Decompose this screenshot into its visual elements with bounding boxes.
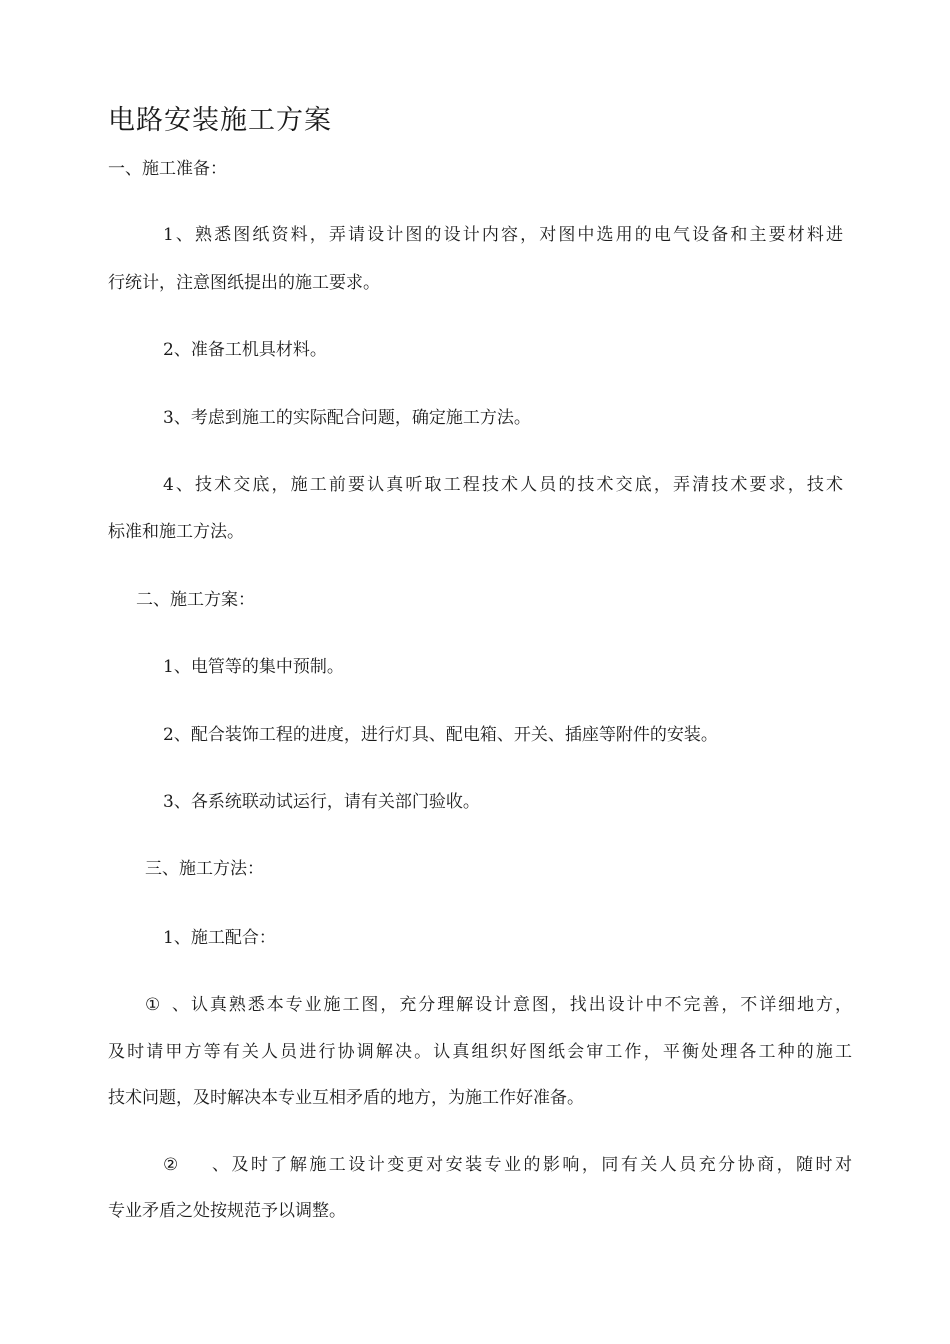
paragraph-3-3-line-2: 专业矛盾之处按规范予以调整。 [108, 1201, 346, 1221]
document-title: 电路安装施工方案 [108, 105, 332, 136]
paragraph-2-1: 1、电管等的集中预制。 [163, 657, 344, 677]
paragraph-2-2: 2、配合装饰工程的进度，进行灯具、配电箱、开关、插座等附件的安装。 [163, 725, 718, 745]
circled-marker-1: ① [145, 995, 161, 1015]
circled-marker-2: ② [163, 1155, 179, 1175]
paragraph-1-2: 2、准备工机具材料。 [163, 340, 327, 360]
paragraph-3-2-line-2: 及时请甲方等有关人员进行协调解决。认真组织好图纸会审工作，平衡处理各工种的施工 [108, 1042, 852, 1062]
paragraph-1-1-line-1: 1、熟悉图纸资料，弄请设计图的设计内容，对图中选用的电气设备和主要材料进 [163, 225, 843, 245]
paragraph-1-3: 3、考虑到施工的实际配合问题，确定施工方法。 [163, 408, 531, 428]
paragraph-2-3: 3、各系统联动试运行，请有关部门验收。 [163, 792, 480, 812]
paragraph-1-1-line-2: 行统计，注意图纸提出的施工要求。 [108, 273, 380, 293]
section-heading-2: 二、施工方案： [136, 590, 255, 610]
paragraph-3-2-line-1: 、认真熟悉本专业施工图，充分理解设计意图，找出设计中不完善，不详细地方， [172, 995, 852, 1015]
section-heading-3: 三、施工方法： [145, 859, 264, 879]
paragraph-3-1: 1、施工配合： [163, 928, 276, 948]
section-heading-1: 一、施工准备： [108, 159, 227, 179]
paragraph-1-4-line-1: 4、技术交底，施工前要认真听取工程技术人员的技术交底，弄清技术要求，技术 [163, 475, 843, 495]
paragraph-3-3-line-1: 、及时了解施工设计变更对安装专业的影响，同有关人员充分协商，随时对 [212, 1155, 852, 1175]
paragraph-3-2-line-3: 技术问题，及时解决本专业互相矛盾的地方，为施工作好准备。 [108, 1088, 584, 1108]
paragraph-1-4-line-2: 标准和施工方法。 [108, 522, 244, 542]
